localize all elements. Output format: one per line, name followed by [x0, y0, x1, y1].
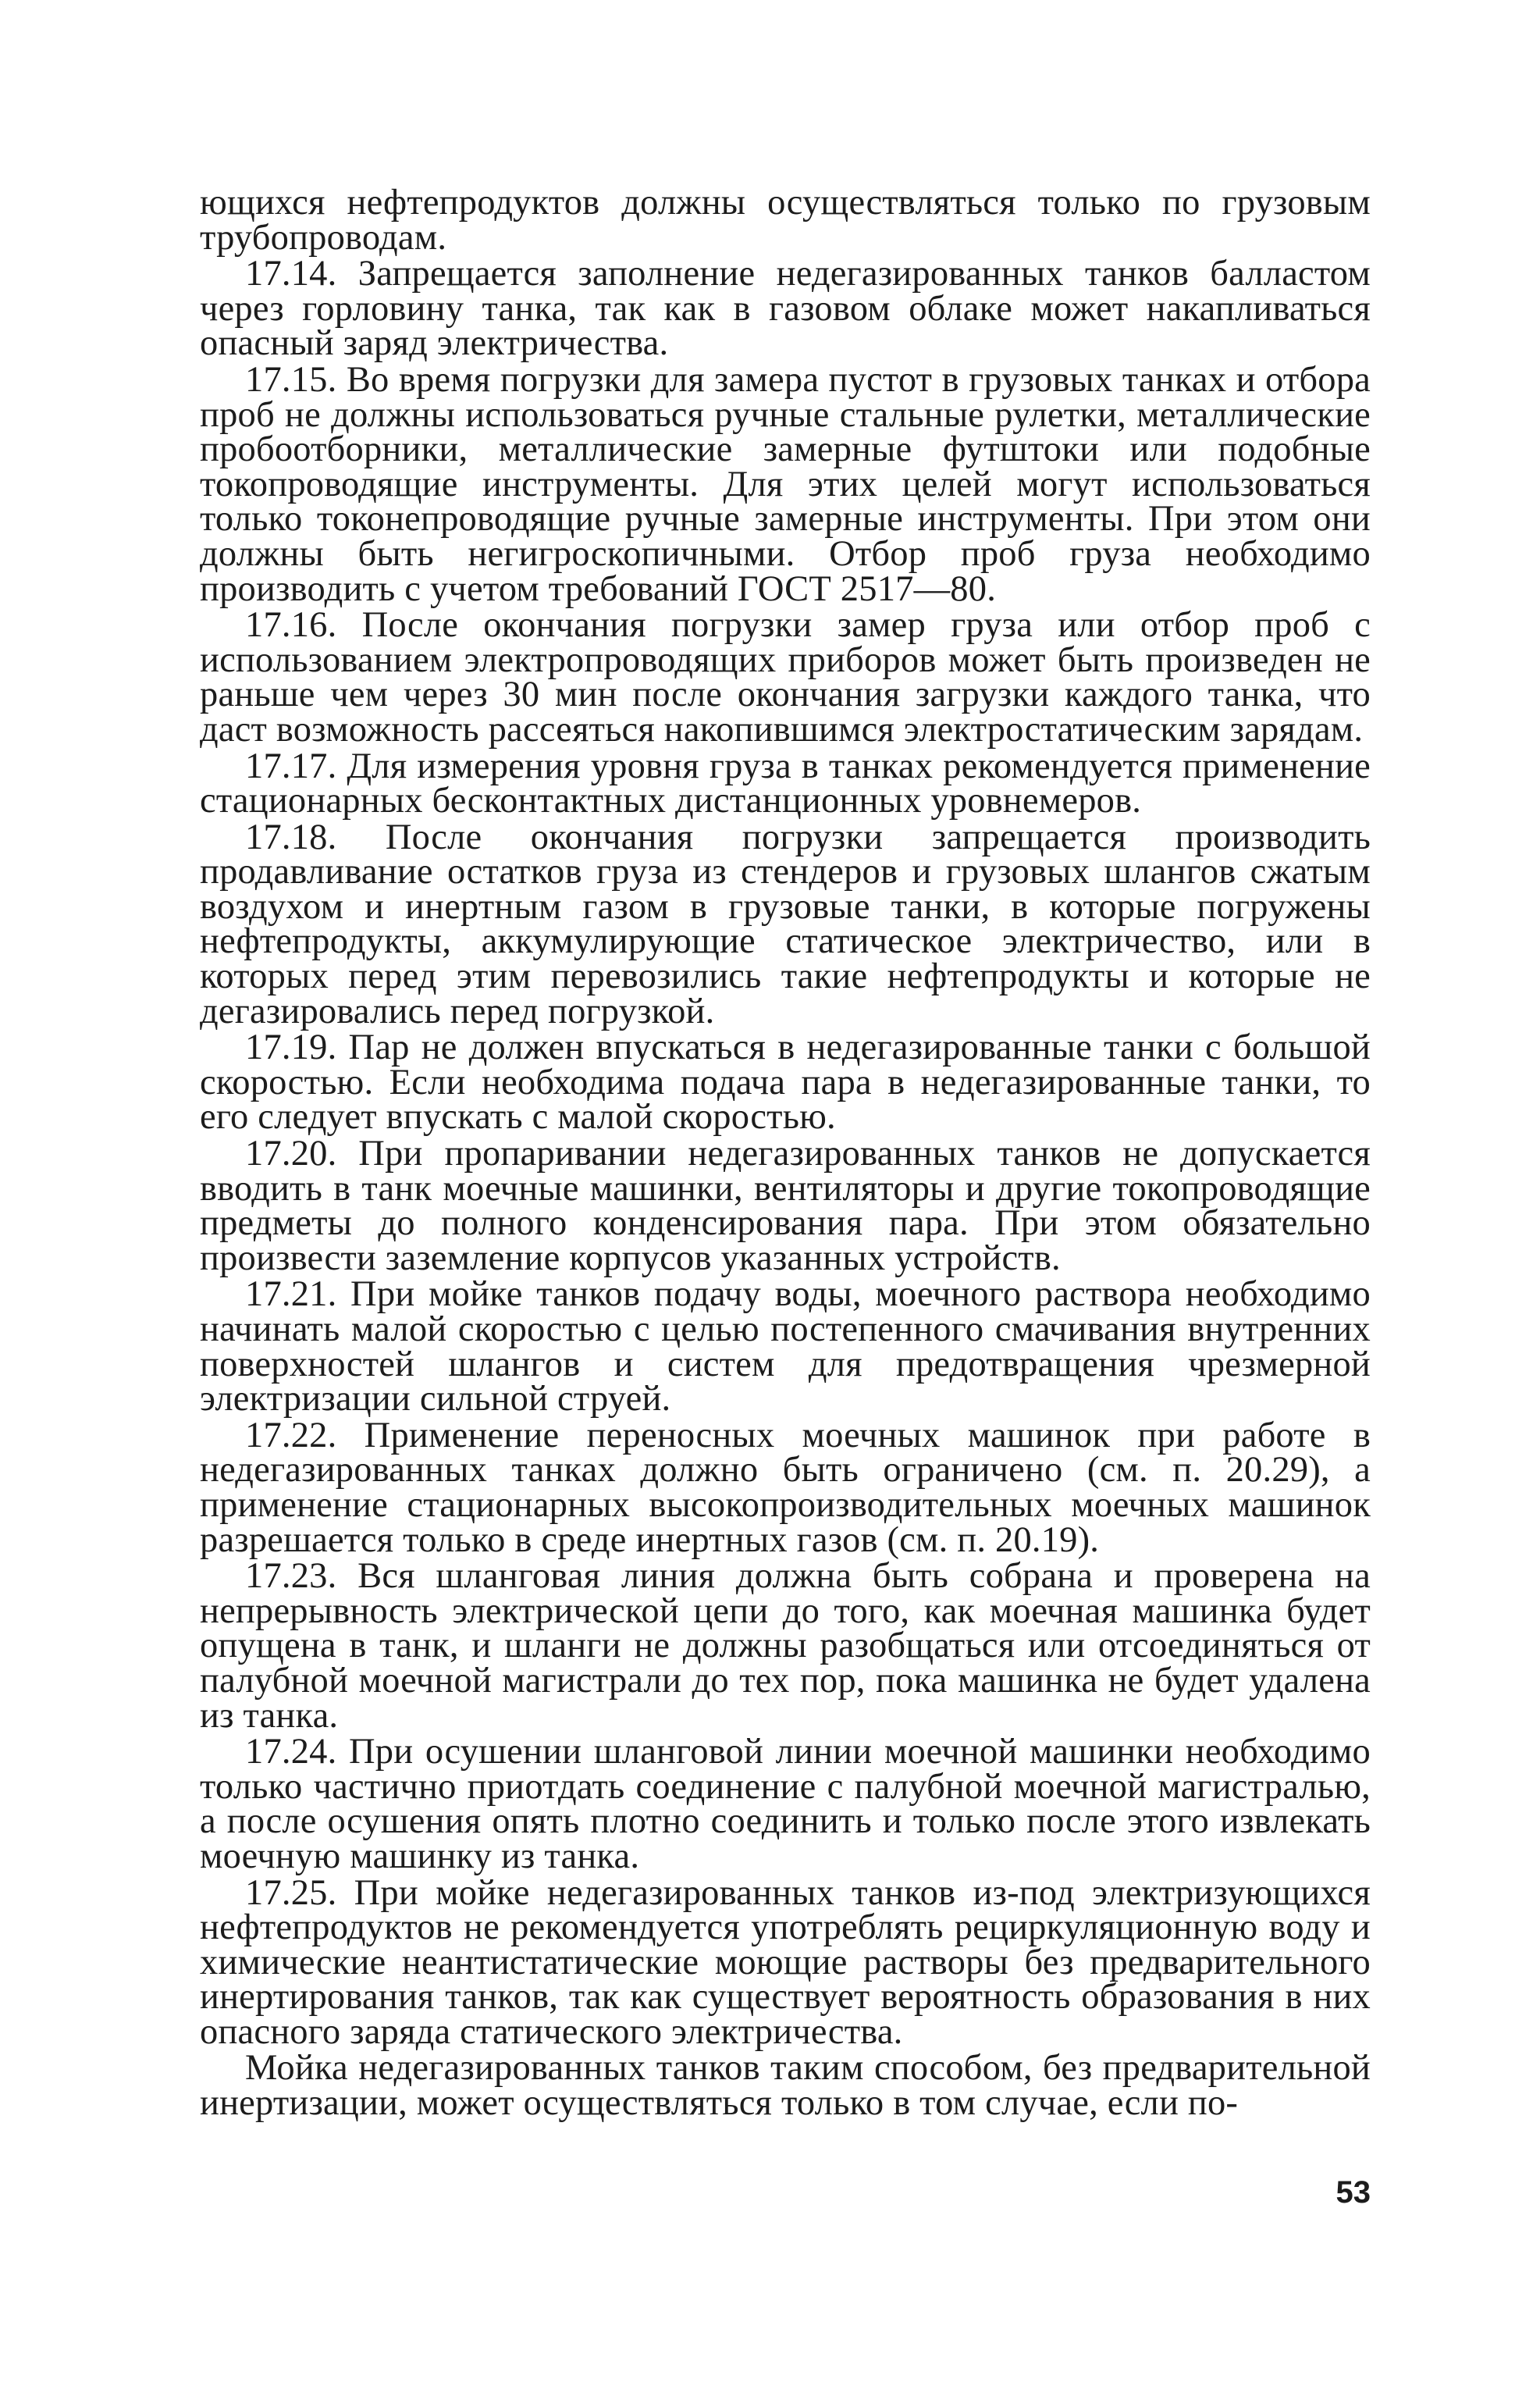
paragraph-17-20: 17.20. При пропаривании недегазированных танков не допускается вводить в танк моечные машинки, вентиляторы и другие токопроводящие предметы до полного конденсирования пара. При этом обязательно произвести заземление корпусов указанных устройств. [200, 1134, 1371, 1278]
paragraph-washing-note: Мойка недегазированных танков таким способом, без предварительной инертизации, может осуществляться только в том случае, если по- [200, 2048, 1371, 2124]
paragraph-17-15: 17.15. Во время погрузки для замера пустот в грузовых танках и отбора проб не должны использоваться ручные стальные рулетки, металлические пробоотборники, металлические замерные футштоки или подобные токопроводящие инструменты. Для этих целей могут использоваться только токонепроводящие ручные замерные инструменты. При этом они должны быть негигроскопичными. Отбор проб груза необходимо производить с учетом требований ГОСТ 2517—80. [200, 359, 1371, 609]
paragraph-17-14: 17.14. Запрещается заполнение недегазированных танков балластом через горловину танка, так как в газовом облаке может накапливаться опасный заряд электричества. [200, 254, 1371, 364]
paragraph-17-22: 17.22. Применение переносных моечных машинок при работе в недегазированных танках должно быть ограничено (см. п. 20.29), а применение стационарных высокопроизводительных моечных машинок разрешается только в среде инертных газов (см. п. 20.19). [200, 1415, 1371, 1560]
paragraph-17-17: 17.17. Для измерения уровня груза в танках рекомендуется применение стационарных бесконтактных дистанционных уровнемеров. [200, 746, 1371, 821]
paragraph-17-23: 17.23. Вся шланговая линия должна быть собрана и проверена на непрерывность электрической цепи до того, как моечная машинка будет опущена в танк, и шланги не должны разобщаться или отсоединяться от палубной моечной магистрали до тех пор, пока машинка не будет удалена из танка. [200, 1556, 1371, 1736]
paragraph-17-24: 17.24. При осушении шланговой линии моечной машинки необходимо только частично приотдать соединение с палубной моечной магистралью, а после осушения опять плотно соединить и только после этого извлекать моечную машинку из танка. [200, 1732, 1371, 1876]
paragraph-17-19: 17.19. Пар не должен впускаться в недегазированные танки с большой скоростью. Если необходима подача пара в недегазированные танки, то его следует впускать с малой скоростью. [200, 1028, 1371, 1138]
paragraph-continuation: ющихся нефтепродуктов должны осуществляться только по грузовым трубопроводам. [200, 183, 1371, 258]
page-number: 53 [1335, 2175, 1371, 2210]
page-body [200, 183, 1371, 2124]
paragraph-17-16: 17.16. После окончания погрузки замер груза или отбор проб с использованием электропроводящих приборов может быть произведен не раньше чем через 30 мин после окончания загрузки каждого танка, что даст возможность рассеяться накопившимся электростатическим зарядам. [200, 605, 1371, 750]
paragraph-17-25: 17.25. При мойке недегазированных танков из-под электризующихся нефтепродуктов не рекомендуется употреблять рециркуляционную воду и химические неантистатические моющие растворы без предварительного инертирования танков, так как существует вероятность образования в них опасного заряда статического электричества. [200, 1872, 1371, 2052]
paragraph-17-21: 17.21. При мойке танков подачу воды, моечного раствора необходимо начинать малой скоростью с целью постепенного смачивания внутренних поверхностей шлангов и систем для предотвращения чрезмерной электризации сильной струей. [200, 1274, 1371, 1419]
paragraph-17-18: 17.18. После окончания погрузки запрещается производить продавливание остатков груза из стендеров и грузовых шлангов сжатым воздухом и инертным газом в грузовые танки, в которые погружены нефтепродукты, аккумулирующие статическое электричество, или в которых перед этим перевозились такие нефтепродукты и которые не дегазировались перед погрузкой. [200, 817, 1371, 1031]
